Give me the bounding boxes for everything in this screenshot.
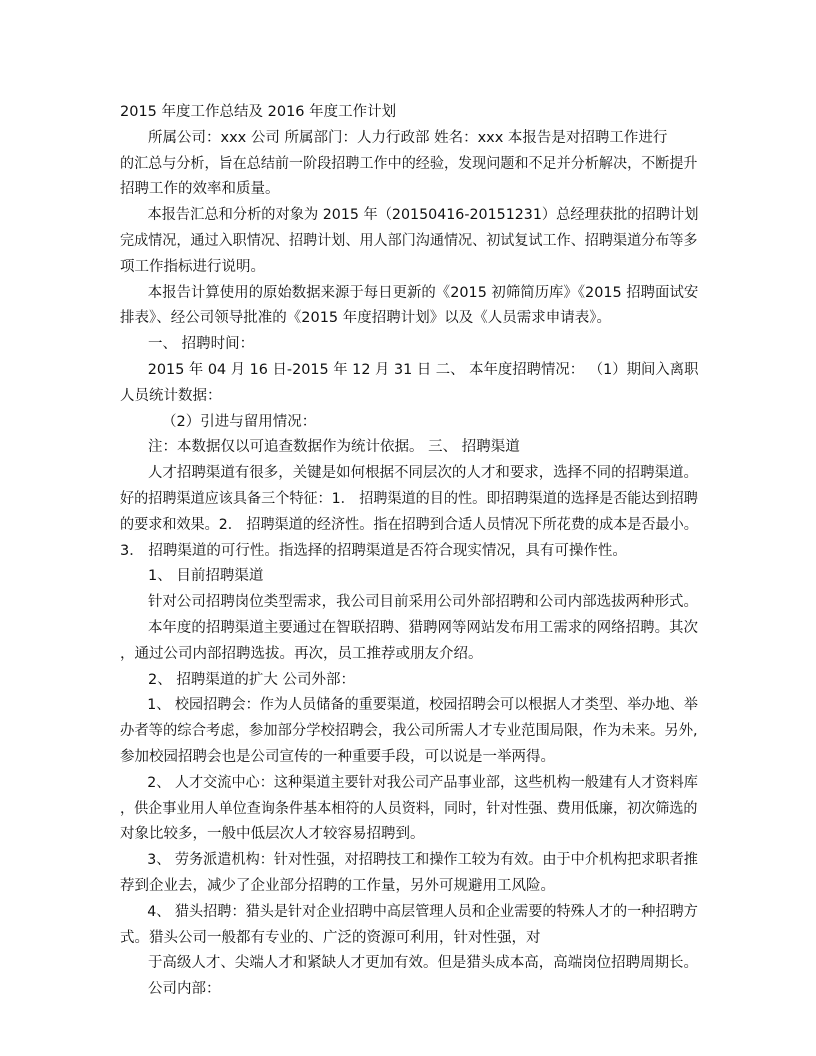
text-line: 的汇总与分析，旨在总结前一阶段招聘工作中的经验，发现问题和不足并分析解决，不断提升 bbox=[120, 155, 698, 172]
text-line: 参加校园招聘会也是公司宣传的一种重要手段，可以说是一举两得。 bbox=[120, 748, 555, 765]
text-line: 本报告计算使用的原始数据来源于每日更新的《2015 初筛简历库》《2015 招聘面试安 bbox=[147, 284, 699, 301]
text-line: 式。猎头公司一般都有专业的、广泛的资源可利用，针对性强，对 bbox=[120, 929, 541, 946]
text-line: 针对公司招聘岗位类型需求，我公司目前采用公司外部招聘和公司内部选拔两种形式。 bbox=[147, 594, 699, 611]
text-line: 招聘工作的效率和质量。 bbox=[120, 181, 280, 198]
text-line: 3、 劳务派遣机构：针对性强，对招聘技工和操作工较为有效。由于中介机构把求职者推 bbox=[147, 852, 698, 869]
text-line: 完成情况，通过入职情况、招聘计划、用人部门沟通情况、初试复试工作、招聘渠道分布等多 bbox=[120, 232, 698, 249]
text-line: 人员统计数据： bbox=[120, 387, 222, 404]
text-line: 一、 招聘时间： bbox=[148, 336, 255, 353]
text-line: ，供企事业用人单位查询条件基本相符的人员资料，同时，针对性强、费用低廉，初次筛选的 bbox=[120, 800, 698, 817]
text-line: 注：本数据仅以可追查数据作为统计依据。 三、 招聘渠道 bbox=[148, 439, 520, 456]
text-line: 所属公司：xxx 公司 所属部门：人力行政部 姓名：xxx 本报告是对招聘工作进行 bbox=[148, 129, 668, 146]
text-line: 的要求和效果。2． 招聘渠道的经济性。指在招聘到合适人员情况下所花费的成本是否最小。 bbox=[120, 516, 698, 533]
text-line: 排表》、经公司领导批准的《2015 年度招聘计划》以及《人员需求申请表》。 bbox=[120, 310, 612, 327]
text-line: 本报告汇总和分析的对象为 2015 年（20150416-20151231）总经理获批的招聘计划 bbox=[147, 207, 699, 224]
text-line: 于高级人才、尖端人才和紧缺人才更加有效。但是猎头成本高，高端岗位招聘周期长。 bbox=[147, 955, 699, 972]
text-line: 公司内部： bbox=[148, 981, 221, 998]
text-line: 2015 年 04 月 16 日-2015 年 12 月 31 日 二、 本年度招聘情况： （1）期间入离职 bbox=[147, 361, 699, 378]
text-line: 2、 人才交流中心：这种渠道主要针对我公司产品事业部，这些机构一般建有人才资料库 bbox=[147, 774, 698, 791]
text-line: 1、 校园招聘会：作为人员储备的重要渠道，校园招聘会可以根据人才类型、举办地、举 bbox=[147, 697, 698, 714]
document-body bbox=[120, 100, 698, 1003]
text-line: （2）引进与留用情况： bbox=[162, 413, 317, 430]
text-line: 荐到企业去，减少了企业部分招聘的工作量，另外可规避用工风险。 bbox=[120, 877, 555, 894]
text-line: ，通过公司内部招聘选拔。再次，员工推荐或朋友介绍。 bbox=[120, 645, 483, 662]
text-line: 项工作指标进行说明。 bbox=[120, 258, 265, 275]
text-line: 办者等的综合考虑，参加部分学校招聘会，我公司所需人才专业范围局限，作为未来。另外, bbox=[120, 723, 698, 740]
text-line: 1、 目前招聘渠道 bbox=[148, 568, 264, 585]
text-line: 本年度的招聘渠道主要通过在智联招聘、猎聘网等网站发布用工需求的网络招聘。其次 bbox=[147, 619, 699, 636]
document-title: 2015 年度工作总结及 2016 年度工作计划 bbox=[120, 104, 397, 120]
text-line: 3． 招聘渠道的可行性。指选择的招聘渠道是否符合现实情况，具有可操作性。 bbox=[120, 542, 627, 559]
text-line: 对象比较多，一般中低层次人才较容易招聘到。 bbox=[120, 826, 425, 843]
text-line: 4、 猎头招聘：猎头是针对企业招聘中高层管理人员和企业需要的特殊人才的一种招聘方 bbox=[147, 903, 698, 920]
text-line: 2、 招聘渠道的扩大 公司外部： bbox=[148, 671, 355, 688]
text-line: 好的招聘渠道应该具备三个特征：1． 招聘渠道的目的性。即招聘渠道的选择是否能达到招聘 bbox=[120, 490, 698, 507]
text-line: 人才招聘渠道有很多，关键是如何根据不同层次的人才和要求，选择不同的招聘渠道。 bbox=[147, 465, 699, 482]
